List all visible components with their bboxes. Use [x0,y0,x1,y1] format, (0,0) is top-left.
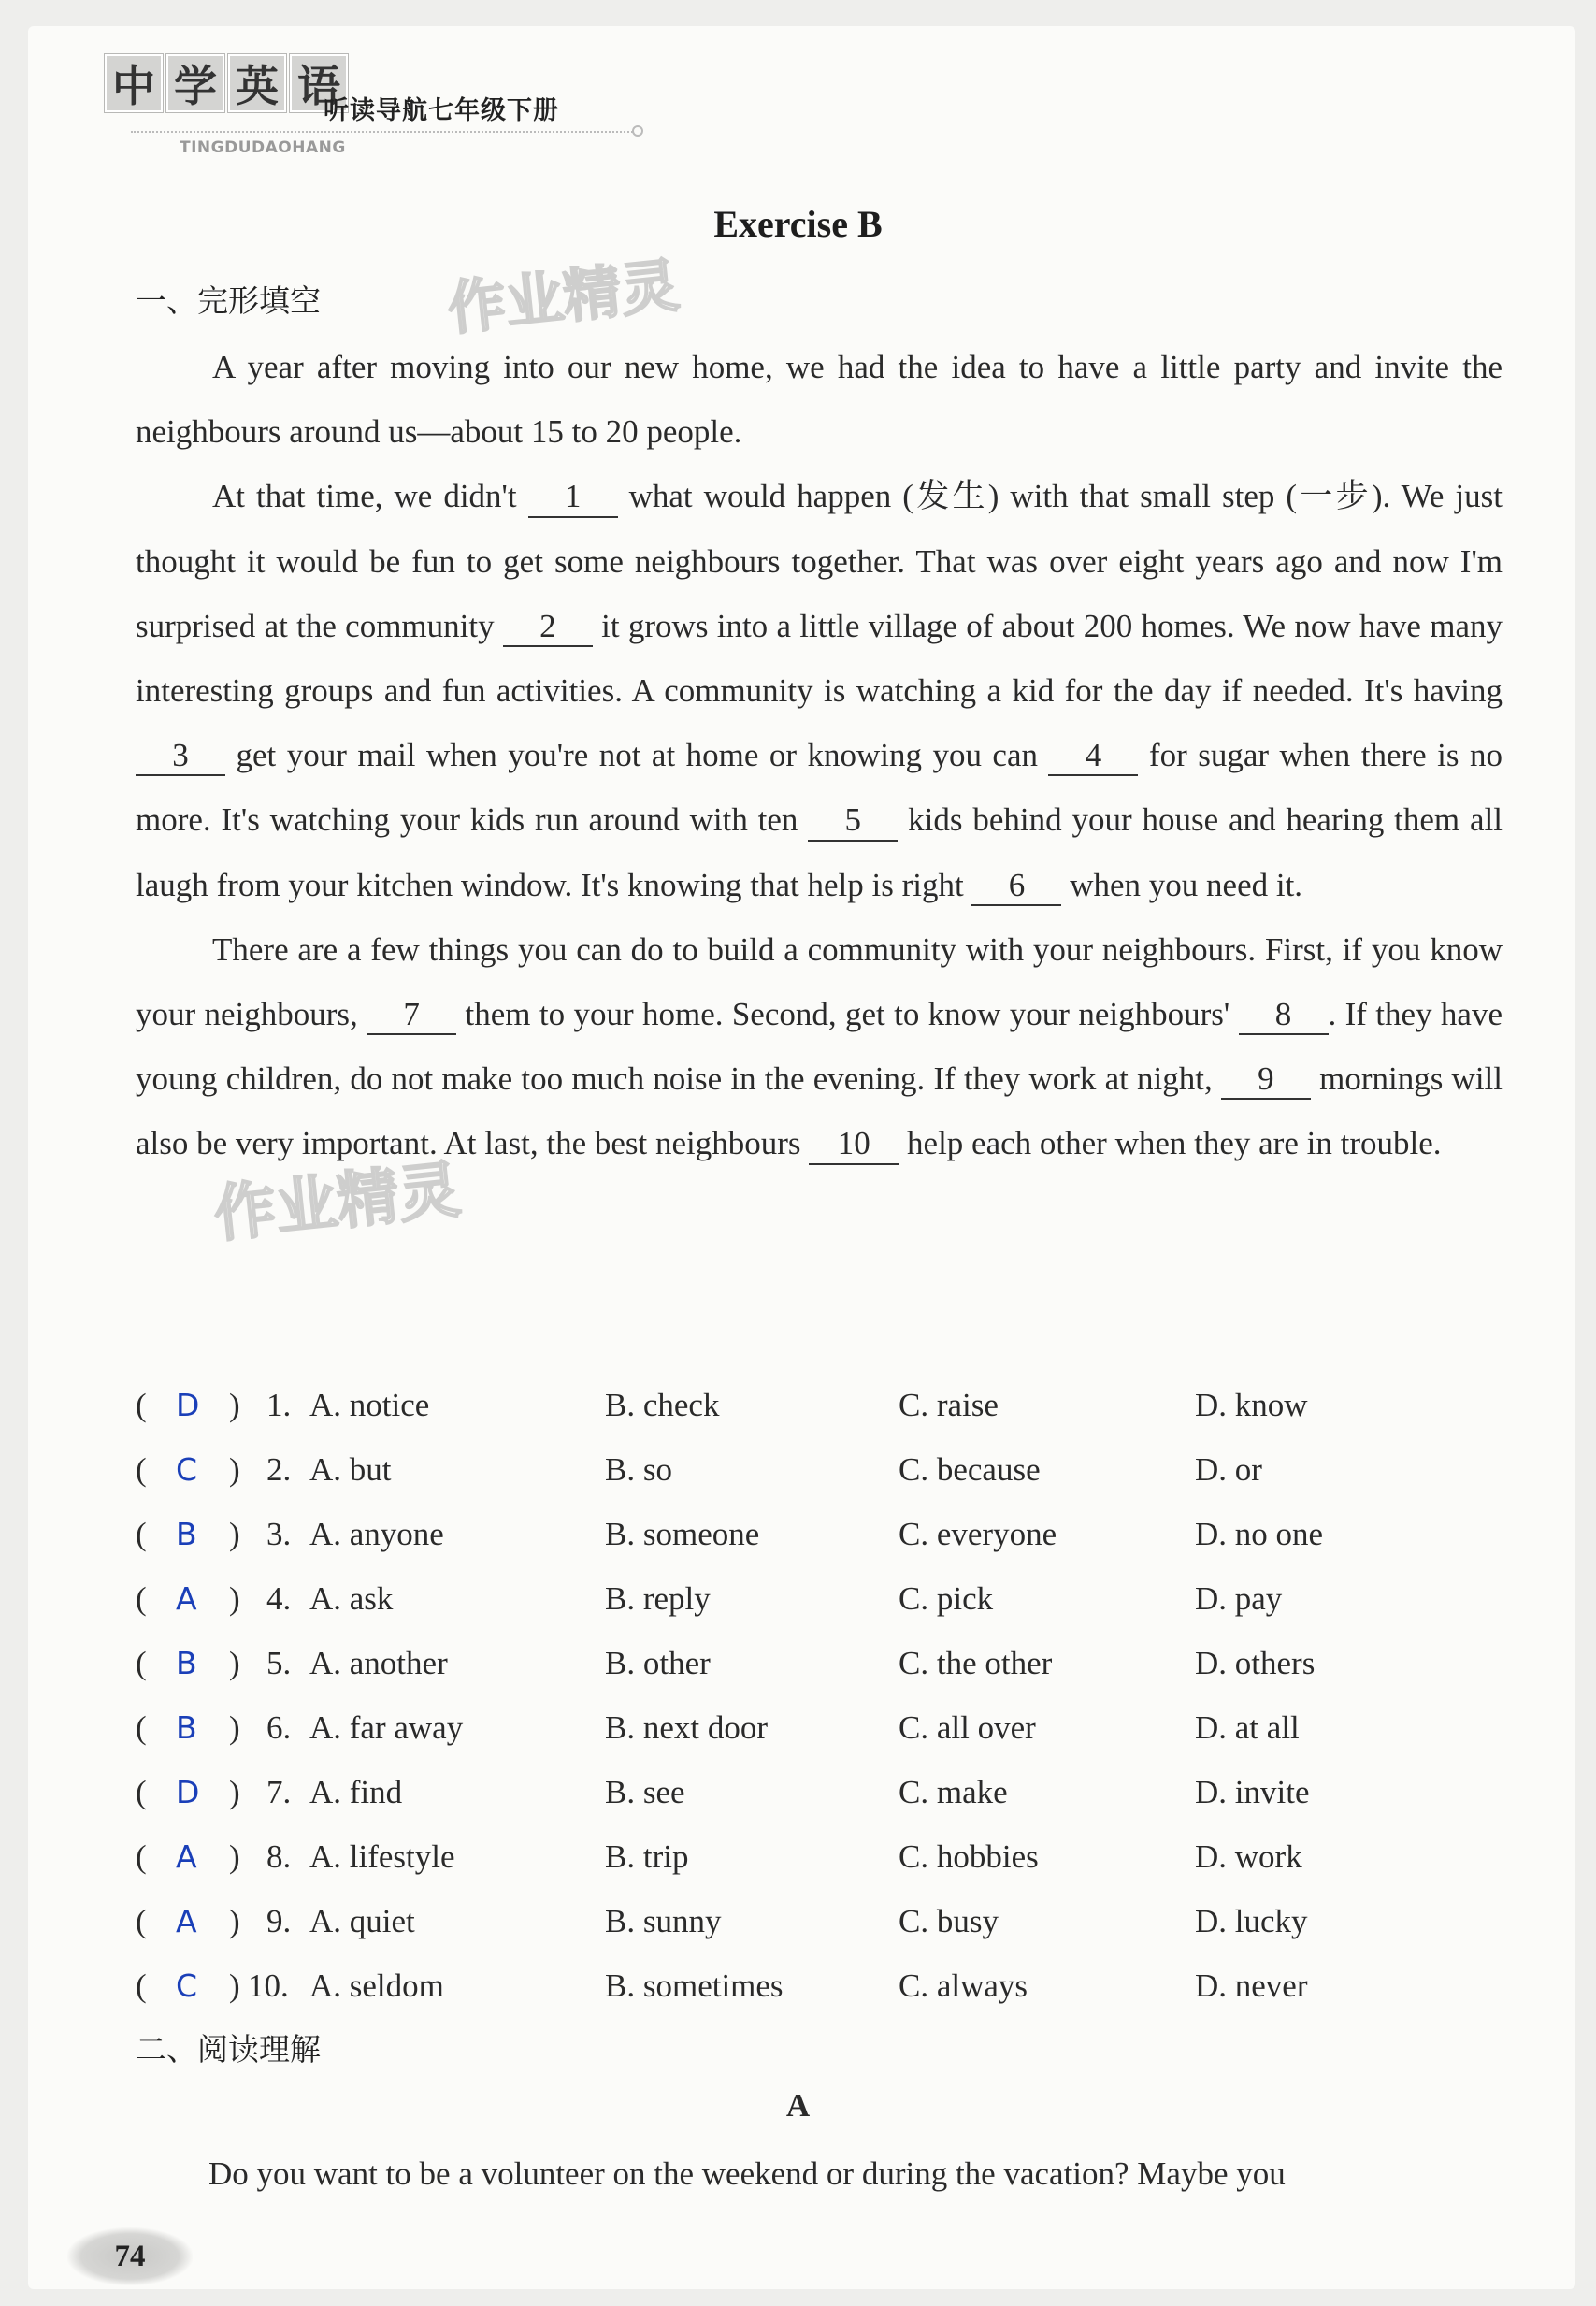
question-number: 4. [266,1580,292,1617]
question-number: 2. [266,1451,292,1488]
option-a: A. notice [309,1387,430,1423]
filled-answer: B [176,1516,197,1552]
filled-answer: C [176,1967,198,2004]
blank-7: 7 [367,996,456,1035]
option-d: D. others [1195,1645,1316,1681]
filled-answer: B [176,1709,197,1746]
watermark: 作业精灵 [444,251,683,343]
option-b: B. check [605,1387,720,1423]
header-divider [131,131,640,133]
exercise-title: Exercise B [713,203,883,245]
option-c: C. make [899,1774,1008,1810]
option-a: A. anyone [309,1516,444,1552]
option-b: B. see [605,1774,685,1810]
question-number: 9. [266,1903,292,1939]
reading-passage [136,2141,1503,2206]
question-number: 10. [248,1967,289,2004]
option-a: A. lifestyle [309,1838,455,1875]
option-b: B. other [605,1645,711,1681]
option-d: D. invite [1195,1774,1310,1810]
blank-3: 3 [136,737,225,776]
blank-10: 10 [809,1125,899,1164]
passage-paragraph-2: At that time, we didn't 1 what would happen (发生) with that small step (一步). We just thought it would be fun to get some neighbours together. That was over eight years ago and now I'm surprised at the community 2 it grows into a little village of about 200 homes. We now have many interesting groups and fun activities. A community is watching a kid for the day if needed. It's having 3 get your mail when you're not at home or knowing you can 4 for sugar when there is no more. It's watching your kids run around with ten 5 kids behind your house and hearing them all laugh from your kitchen window. It's knowing that help is right 6 when you need it. [136,464,1503,916]
option-c: C. busy [899,1903,999,1939]
option-d: D. never [1195,1967,1308,2004]
question-row: ( A ) 8. A. lifestyle B. trip C. hobbies D. work [136,1824,1503,1889]
option-c: C. raise [899,1387,999,1423]
passage-paragraph-3: There are a few things you can do to build a community with your neighbours. First, if you know your neighbours, 7 them to your home. Second, get to know your neighbours' 8 . If they have young children, do not make too much noise in the evening. If they work at night, 9 mornings will also be very important. At last, the best neighbours 10 help each other when they are in trouble. [136,917,1503,1176]
option-d: D. lucky [1195,1903,1308,1939]
option-b: B. sunny [605,1903,722,1939]
option-b: B. sometimes [605,1967,784,2004]
option-c: C. because [899,1451,1041,1488]
filled-answer: A [176,1838,197,1875]
option-a: A. find [309,1774,403,1810]
question-number: 5. [266,1645,292,1681]
option-c: C. hobbies [899,1838,1039,1875]
option-a: A. far away [309,1709,464,1746]
blank-6: 6 [971,867,1061,906]
option-b: B. next door [605,1709,769,1746]
option-a: A. seldom [309,1967,444,2004]
passage-label: A [785,2087,811,2124]
answer-options [136,1373,1503,2018]
blank-8: 8 [1239,996,1329,1035]
question-row: ( D ) 7. A. find B. see C. make D. invite [136,1760,1503,1824]
question-row: ( A ) 4. A. ask B. reply C. pick D. pay [136,1566,1503,1631]
option-d: D. or [1195,1451,1262,1488]
question-number: 6. [266,1709,292,1746]
option-c: C. the other [899,1645,1053,1681]
filled-answer: D [176,1387,200,1423]
book-logo [105,54,348,112]
watermark: 作业精灵 [210,1153,464,1251]
blank-4: 4 [1048,737,1138,776]
question-row: ( D ) 1. A. notice B. check C. raise D. know [136,1373,1503,1437]
section-heading-reading: 二、阅读理解 [136,2031,321,2068]
option-c: C. pick [899,1580,994,1617]
option-b: B. trip [605,1838,689,1875]
question-row: ( B ) 5. A. another B. other C. the other D. others [136,1631,1503,1695]
option-c: C. all over [899,1709,1036,1746]
logo-char: 语 [290,54,348,112]
filled-answer: B [176,1645,197,1681]
question-number: 7. [266,1774,292,1810]
reading-first-line: Do you want to be a volunteer on the weekend or during the vacation? Maybe you [208,2155,1286,2192]
book-subtitle: 听读导航七年级下册 [324,96,559,125]
option-a: A. ask [309,1580,394,1617]
page-number: 74 [67,2227,193,2285]
option-d: D. know [1195,1387,1308,1423]
option-c: C. everyone [899,1516,1057,1552]
cloze-passage [136,335,1503,1176]
question-row: ( B ) 3. A. anyone B. someone C. everyone D. no one [136,1502,1503,1566]
logo-char: 中 [105,54,163,112]
filled-answer: C [176,1451,198,1488]
option-b: B. reply [605,1580,711,1617]
question-row: ( C ) 2. A. but B. so C. because D. or [136,1437,1503,1502]
passage-paragraph-1: A year after moving into our new home, we had the idea to have a little party and invite the neighbours around us—about 15 to 20 people. [136,349,1503,451]
blank-5: 5 [808,801,898,841]
filled-answer: A [176,1903,197,1939]
section-heading-cloze: 一、完形填空 [136,282,321,319]
question-row: ( B ) 6. A. far away B. next door C. all over D. at all [136,1695,1503,1760]
header-divider-dot [632,125,643,137]
question-row: ( C ) 10. A. seldom B. sometimes C. always D. never [136,1953,1503,2018]
logo-char: 学 [166,54,224,112]
logo-char: 英 [228,54,286,112]
option-c: C. always [899,1967,1028,2004]
option-d: D. pay [1195,1580,1283,1617]
option-d: D. no one [1195,1516,1324,1552]
blank-9: 9 [1221,1060,1311,1100]
option-a: A. quiet [309,1903,415,1939]
option-a: A. another [309,1645,448,1681]
book-pinyin: TINGDUDAOHANG [180,138,346,157]
question-number: 3. [266,1516,292,1552]
option-b: B. so [605,1451,672,1488]
question-row: ( A ) 9. A. quiet B. sunny C. busy D. lucky [136,1889,1503,1953]
question-number: 8. [266,1838,292,1875]
option-a: A. but [309,1451,392,1488]
question-number: 1. [266,1387,292,1423]
blank-2: 2 [503,608,593,647]
option-d: D. at all [1195,1709,1300,1746]
option-b: B. someone [605,1516,760,1552]
filled-answer: D [176,1774,200,1810]
option-d: D. work [1195,1838,1302,1875]
blank-1: 1 [528,478,618,517]
filled-answer: A [176,1580,197,1617]
